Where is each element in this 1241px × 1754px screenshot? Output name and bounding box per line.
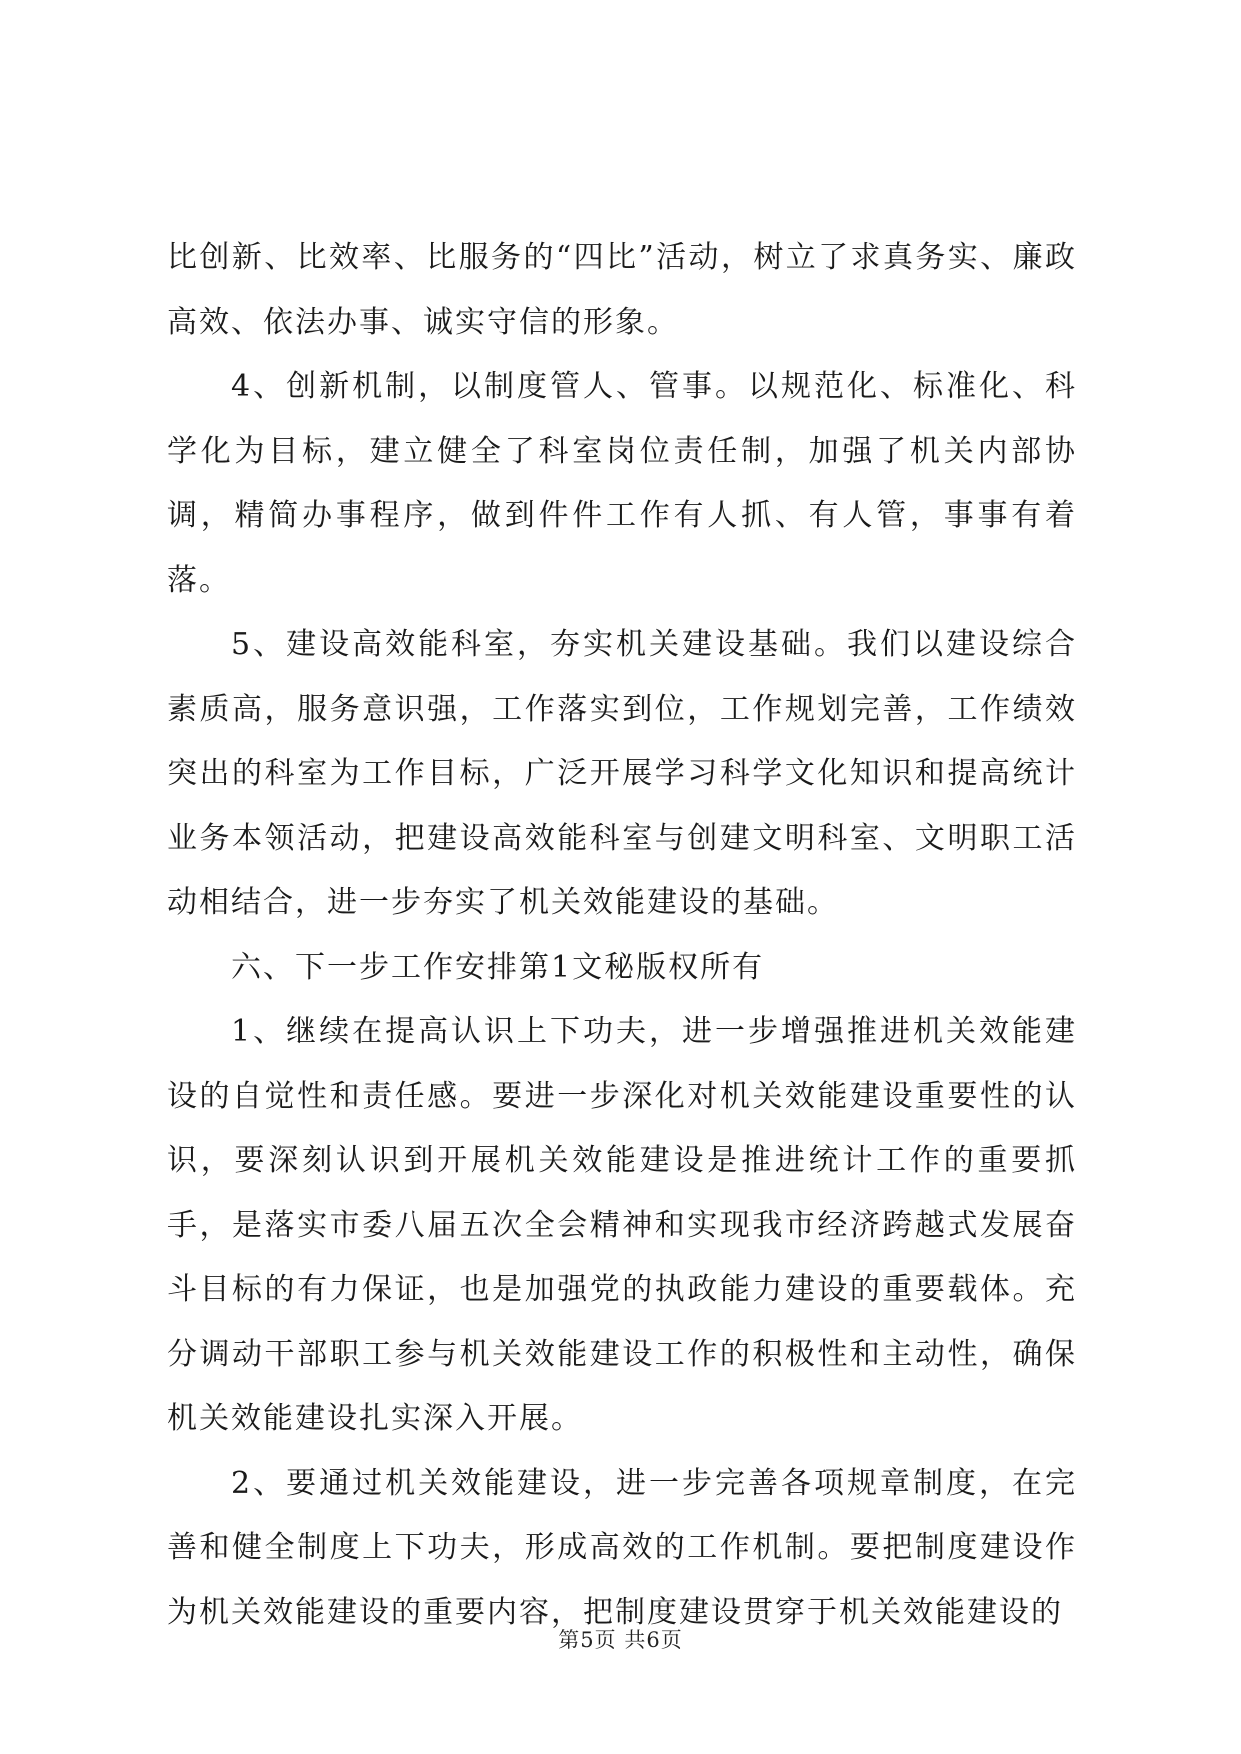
document-body — [167, 226, 1077, 1645]
paragraph-4: 1、继续在提高认识上下功夫，进一步增强推进机关效能建设的自觉性和责任感。要进一步深化对机关效能建设重要性的认识，要深刻认识到开展机关效能建设是推进统计工作的重要抓手，是落实市委八届五次全会精神和实现我市经济跨越式发展奋斗目标的有力保证，也是加强党的执政能力建设的重要载体。充分调动干部职工参与机关效能建设工作的积极性和主动性，确保机关效能建设扎实深入开展。 — [167, 1014, 1077, 1436]
page-footer: 第5页 共6页 — [558, 1628, 683, 1652]
paragraph-3: 5、建设高效能科室，夯实机关建设基础。我们以建设综合素质高，服务意识强，工作落实到位，工作规划完善，工作绩效突出的科室为工作目标，广泛开展学习科学文化知识和提高统计业务本领活动，把建设高效能科室与创建文明科室、文明职工活动相结合，进一步夯实了机关效能建设的基础。 — [167, 627, 1077, 920]
paragraph-5: 2、要通过机关效能建设，进一步完善各项规章制度，在完善和健全制度上下功夫，形成高效的工作机制。要把制度建设作为机关效能建设的重要内容，把制度建设贯穿于机关效能建设的 — [167, 1465, 1077, 1630]
paragraph-2: 4、创新机制，以制度管人、管事。以规范化、标准化、科学化为目标，建立健全了科室岗位责任制，加强了机关内部协调，精简办事程序，做到件件工作有人抓、有人管，事事有着落。 — [167, 369, 1077, 598]
section-heading: 六、下一步工作安排第1文秘版权所有 — [231, 949, 765, 985]
paragraph-1: 比创新、比效率、比服务的“四比”活动，树立了求真务实、廉政高效、依法办事、诚实守信的形象。 — [167, 240, 1077, 340]
